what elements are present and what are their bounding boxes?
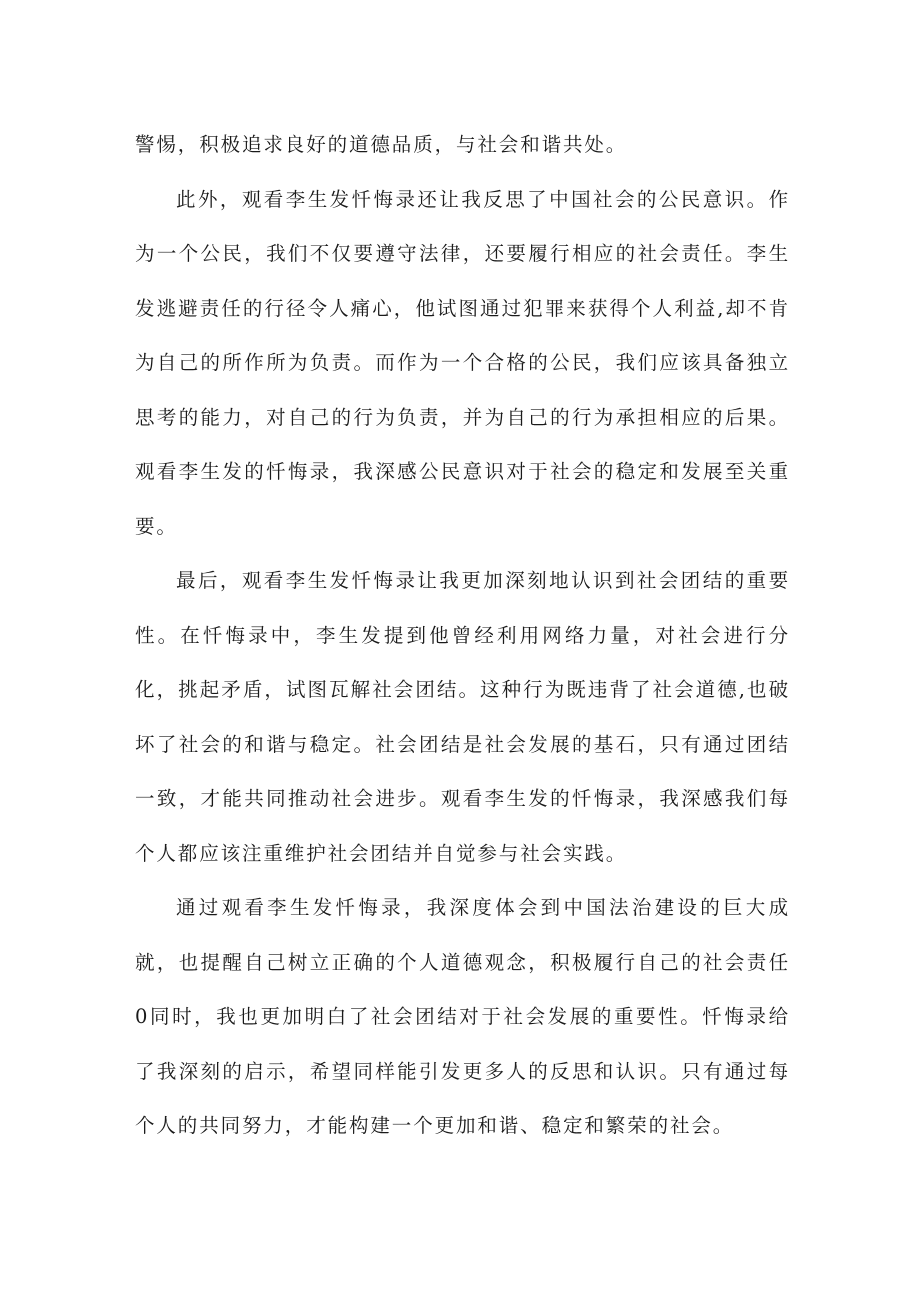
paragraph-1: 警惕，积极追求良好的道德品质，与社会和谐共处。 <box>135 133 628 156</box>
body-text <box>135 118 790 1154</box>
paragraph-2: 此外，观看李生发忏悔录还让我反思了中国社会的公民意识。作为一个公民，我们不仅要遵守法律，还要履行相应的社会责任。李生发逃避责任的行径令人痛心，他试图通过犯罪来获得个人利益,却不肯为自己的所作所为负责。而作为一个合格的公民，我们应该具备独立思考的能力，对自己的行为负责，并为自己的行为承担相应的后果。观看李生发的忏悔录，我深感公民意识对于社会的稳定和发展至关重要。 <box>135 187 790 538</box>
paragraph-3: 最后，观看李生发忏悔录让我更加深刻地认识到社会团结的重要性。在忏悔录中，李生发提到他曾经利用网络力量，对社会进行分化，挑起矛盾，试图瓦解社会团结。这种行为既违背了社会道德,也破坏了社会的和谐与稳定。社会团结是社会发展的基石，只有通过团结一致，才能共同推动社会进步。观看李生发的忏悔录，我深感我们每个人都应该注重维护社会团结并自觉参与社会实践。 <box>135 569 790 865</box>
paragraph-4: 通过观看李生发忏悔录，我深度体会到中国法治建设的巨大成就，也提醒自己树立正确的个人道德观念，积极履行自己的社会责任0同时，我也更加明白了社会团结对于社会发展的重要性。忏悔录给了我深刻的启示，希望同样能引发更多人的反思和认识。只有通过每个人的共同努力，才能构建一个更加和谐、稳定和繁荣的社会。 <box>135 896 790 1137</box>
